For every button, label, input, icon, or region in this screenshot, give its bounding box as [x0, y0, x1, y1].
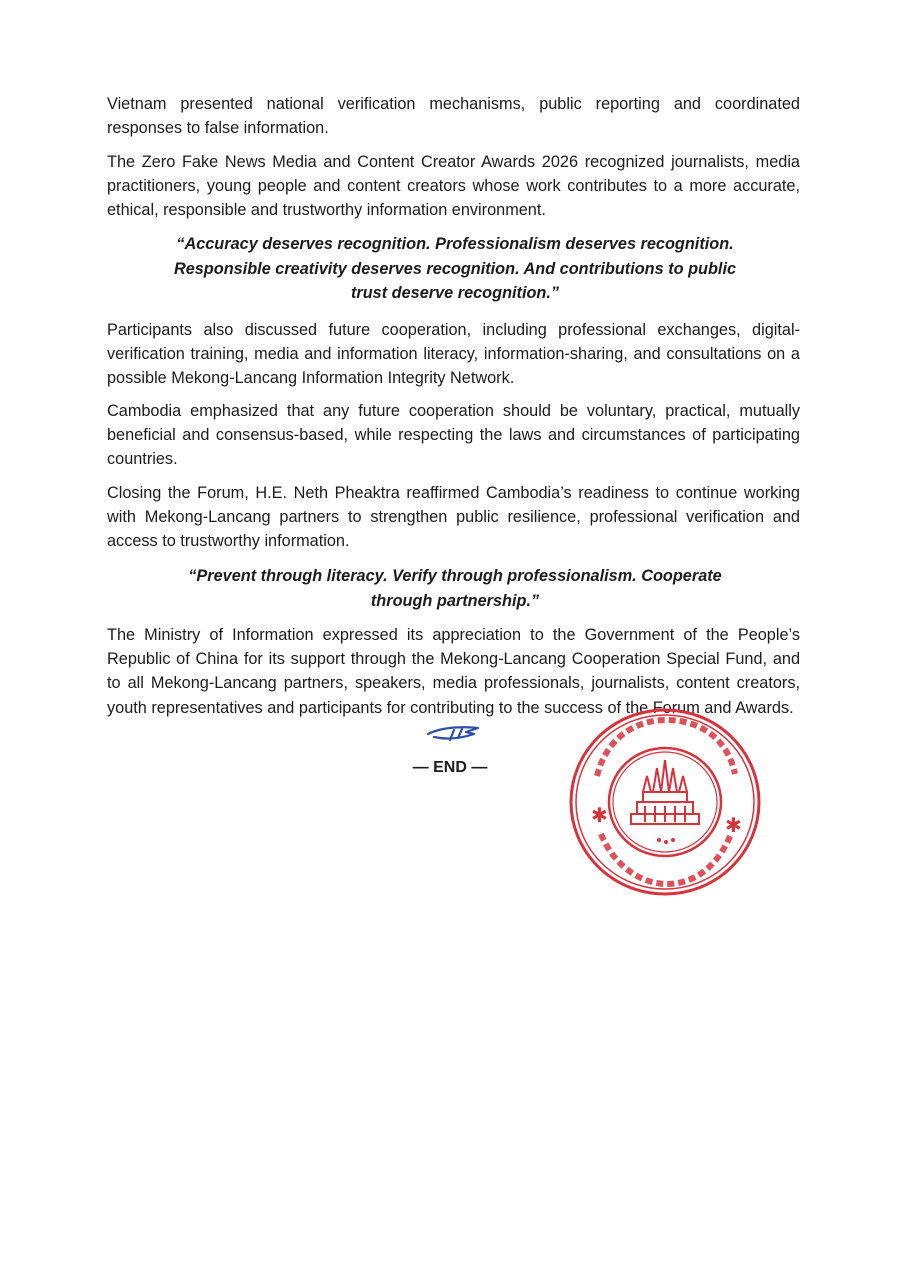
svg-text:✱: ✱ [725, 813, 742, 837]
quote-prevent: “Prevent through literacy. Verify through professionalism. Cooperate through partnership.” [188, 567, 722, 610]
paragraph-awards: The Zero Fake News Media and Content Creator Awards 2026 recognized journalists, media practitioners, young people and content creators whose work contributes to a more accurate, ethical, responsible and trustworthy information environment. [107, 153, 800, 220]
paragraph-cooperation: Participants also discussed future cooperation, including professional exchanges, digital-verification training, media and information literacy, information-sharing, and consultations on a possible Mekong-Lancang Information Integrity Network. [107, 321, 800, 388]
paragraph-closing: Closing the Forum, H.E. Neth Pheaktra reaffirmed Cambodia’s readiness to continue working with Mekong-Lancang partners to strengthen public resilience, professional verification and access to trustworthy information. [107, 484, 800, 551]
ministry-seal [567, 706, 763, 898]
paragraph-cambodia: Cambodia emphasized that any future cooperation should be voluntary, practical, mutually beneficial and consensus-based, while respecting the laws and circumstances of participating countries. [107, 402, 800, 469]
paragraph-vietnam: Vietnam presented national verification mechanisms, public reporting and coordinated responses to false information. [107, 95, 800, 138]
signature-mark [426, 722, 482, 744]
quote-recognition: “Accuracy deserves recognition. Professionalism deserves recognition. Responsible creativity deserves recognition. And contributions to public trust deserve recognition.” [173, 235, 737, 303]
paragraph-appreciation: The Ministry of Information expressed its appreciation to the Government of the People’s Republic of China for its support through the Mekong-Lancang Cooperation Special Fund, and to all Mekong-Lancang partners, speakers, media professionals, journalists, content creators, youth representatives and participants for contributing to the success of the Forum and Awards. [107, 626, 800, 717]
end-marker: — END — [412, 759, 488, 776]
svg-text:✱: ✱ [591, 803, 608, 827]
